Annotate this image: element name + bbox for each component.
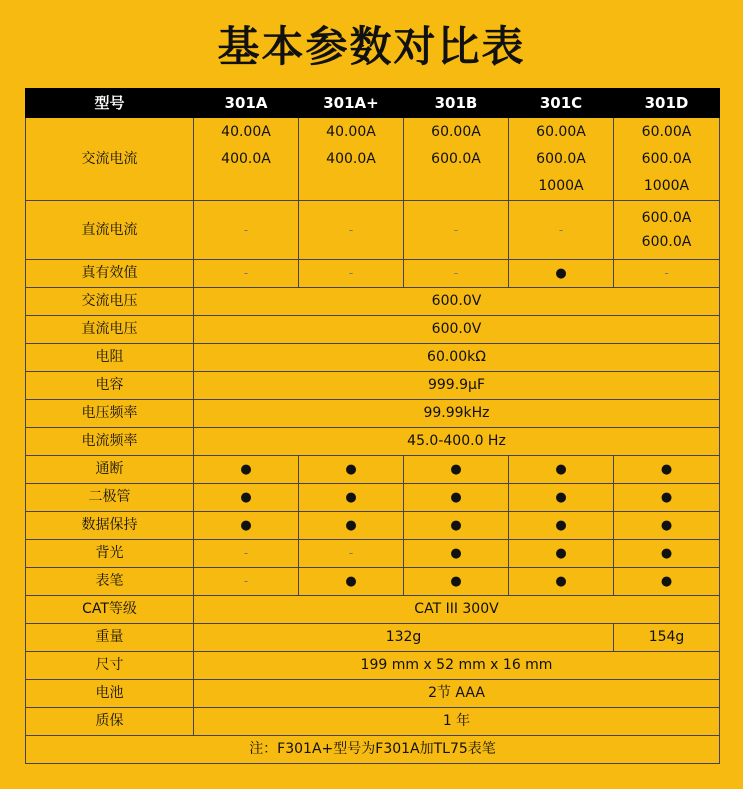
cell-dc-voltage: 600.0V xyxy=(194,316,720,344)
cell-ac-current-301b: 60.00A 600.0A xyxy=(404,118,509,201)
row-label: 表笔 xyxy=(26,568,194,596)
cell-ac-voltage: 600.0V xyxy=(194,288,720,316)
table-row-backlight xyxy=(26,540,720,568)
cell-test-leads-301a-plus: ● xyxy=(299,568,404,596)
cell-continuity-301a-plus: ● xyxy=(299,456,404,484)
cell-true-rms-301a-plus: - xyxy=(299,260,404,288)
table-row-ac-current xyxy=(26,118,720,201)
row-label: 重量 xyxy=(26,624,194,652)
cell-data-hold-301a-plus: ● xyxy=(299,512,404,540)
cell-data-hold-301b: ● xyxy=(404,512,509,540)
row-label: 真有效值 xyxy=(26,260,194,288)
cell-test-leads-301b: ● xyxy=(404,568,509,596)
table-row-dimensions xyxy=(26,652,720,680)
cell-test-leads-301c: ● xyxy=(509,568,614,596)
cell-warranty: 1 年 xyxy=(194,708,720,736)
cell-backlight-301a: - xyxy=(194,540,299,568)
row-label: 电流频率 xyxy=(26,428,194,456)
footnote: 注：F301A+型号为F301A加TL75表笔 xyxy=(26,736,720,764)
table-row-ac-voltage xyxy=(26,288,720,316)
header-model: 型号 xyxy=(26,89,194,118)
cell-continuity-301d: ● xyxy=(614,456,720,484)
header-301d: 301D xyxy=(614,89,720,118)
cell-diode-301d: ● xyxy=(614,484,720,512)
cell-diode-301c: ● xyxy=(509,484,614,512)
table-row-test-leads xyxy=(26,568,720,596)
table-row-diode xyxy=(26,484,720,512)
table-row-capacitance xyxy=(26,372,720,400)
header-301c: 301C xyxy=(509,89,614,118)
table-header-row xyxy=(26,89,720,118)
cell-backlight-301c: ● xyxy=(509,540,614,568)
table-row-voltage-frequency xyxy=(26,400,720,428)
cell-diode-301a: ● xyxy=(194,484,299,512)
cell-dimensions: 199 mm x 52 mm x 16 mm xyxy=(194,652,720,680)
row-label: 直流电流 xyxy=(26,201,194,260)
row-label: 电容 xyxy=(26,372,194,400)
cell-voltage-frequency: 99.99kHz xyxy=(194,400,720,428)
table-row-resistance xyxy=(26,344,720,372)
table-row-battery xyxy=(26,680,720,708)
cell-capacitance: 999.9μF xyxy=(194,372,720,400)
cell-battery: 2节 AAA xyxy=(194,680,720,708)
cell-ac-current-301c: 60.00A 600.0A 1000A xyxy=(509,118,614,201)
table-row-weight xyxy=(26,624,720,652)
table-row-note xyxy=(26,736,720,764)
row-label: CAT等级 xyxy=(26,596,194,624)
table-row-continuity xyxy=(26,456,720,484)
cell-dc-current-301a-plus: - xyxy=(299,201,404,260)
header-301b: 301B xyxy=(404,89,509,118)
table-row-current-frequency xyxy=(26,428,720,456)
cell-weight-301a-301c: 132g xyxy=(194,624,614,652)
cell-current-frequency: 45.0-400.0 Hz xyxy=(194,428,720,456)
cell-data-hold-301a: ● xyxy=(194,512,299,540)
cell-true-rms-301d: - xyxy=(614,260,720,288)
table-row-dc-voltage xyxy=(26,316,720,344)
page-title: 基本参数对比表 xyxy=(217,22,526,71)
row-label: 电压频率 xyxy=(26,400,194,428)
row-label: 电阻 xyxy=(26,344,194,372)
cell-ac-current-301a-plus: 40.00A 400.0A xyxy=(299,118,404,201)
row-label: 通断 xyxy=(26,456,194,484)
row-label: 直流电压 xyxy=(26,316,194,344)
cell-test-leads-301a: - xyxy=(194,568,299,596)
table-row-cat-rating xyxy=(26,596,720,624)
cell-dc-current-301a: - xyxy=(194,201,299,260)
cell-backlight-301a-plus: - xyxy=(299,540,404,568)
row-label: 交流电流 xyxy=(26,118,194,201)
cell-data-hold-301c: ● xyxy=(509,512,614,540)
cell-ac-current-301a: 40.00A 400.0A xyxy=(194,118,299,201)
cell-true-rms-301c: ● xyxy=(509,260,614,288)
header-301a: 301A xyxy=(194,89,299,118)
cell-backlight-301d: ● xyxy=(614,540,720,568)
cell-ac-current-301d: 60.00A 600.0A 1000A xyxy=(614,118,720,201)
cell-diode-301a-plus: ● xyxy=(299,484,404,512)
row-label: 二极管 xyxy=(26,484,194,512)
cell-dc-current-301c: - xyxy=(509,201,614,260)
row-label: 背光 xyxy=(26,540,194,568)
row-label: 数据保持 xyxy=(26,512,194,540)
cell-true-rms-301a: - xyxy=(194,260,299,288)
cell-diode-301b: ● xyxy=(404,484,509,512)
table-row-true-rms xyxy=(26,260,720,288)
cell-continuity-301c: ● xyxy=(509,456,614,484)
cell-continuity-301b: ● xyxy=(404,456,509,484)
row-label: 交流电压 xyxy=(26,288,194,316)
header-301a-plus: 301A+ xyxy=(299,89,404,118)
cell-backlight-301b: ● xyxy=(404,540,509,568)
cell-cat-rating: CAT III 300V xyxy=(194,596,720,624)
cell-resistance: 60.00kΩ xyxy=(194,344,720,372)
table-row-data-hold xyxy=(26,512,720,540)
cell-test-leads-301d: ● xyxy=(614,568,720,596)
cell-dc-current-301b: - xyxy=(404,201,509,260)
cell-true-rms-301b: - xyxy=(404,260,509,288)
cell-continuity-301a: ● xyxy=(194,456,299,484)
row-label: 电池 xyxy=(26,680,194,708)
table-row-dc-current xyxy=(26,201,720,260)
row-label: 尺寸 xyxy=(26,652,194,680)
cell-data-hold-301d: ● xyxy=(614,512,720,540)
row-label: 质保 xyxy=(26,708,194,736)
cell-weight-301d: 154g xyxy=(614,624,720,652)
cell-dc-current-301d: 600.0A 600.0A xyxy=(614,201,720,260)
spec-comparison-table xyxy=(25,88,720,764)
table-row-warranty xyxy=(26,708,720,736)
